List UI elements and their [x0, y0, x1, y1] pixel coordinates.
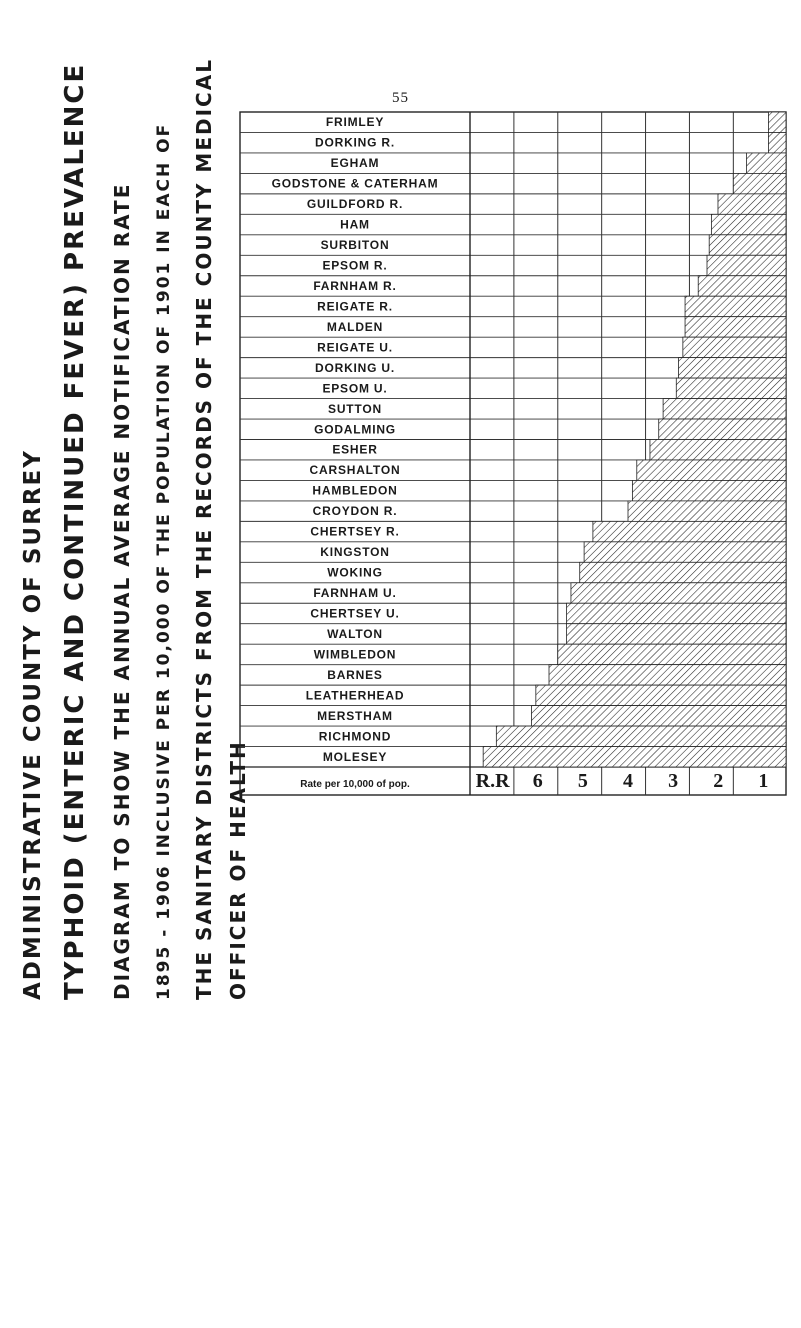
tick-label: 5: [577, 770, 588, 792]
tick-label: 1: [758, 770, 769, 792]
heading-line-1: ADMINISTRATIVE COUNTY OF SURREY: [20, 449, 46, 1000]
bar-surbiton: [709, 235, 786, 255]
bar-epsom-r-: [707, 255, 786, 275]
category-label: REIGATE R.: [317, 299, 393, 314]
bar-frimley: [768, 112, 786, 132]
category-label: CARSHALTON: [309, 463, 401, 478]
bar-godstone-caterham: [733, 173, 786, 193]
bar-walton: [567, 624, 786, 644]
category-label: MALDEN: [326, 319, 384, 334]
category-label: KINGSTON: [320, 545, 390, 560]
category-label: MOLESEY: [322, 749, 388, 764]
category-label: SURBITON: [320, 238, 390, 253]
tick-label: 6: [532, 770, 543, 792]
heading-line-2: TYPHOID (ENTERIC AND CONTINUED FEVER) PREVALENCE: [60, 62, 90, 1000]
category-label: ESHER: [332, 442, 378, 457]
category-label: WIMBLEDON: [313, 647, 397, 662]
category-label: FRIMLEY: [325, 115, 385, 130]
bar-richmond: [496, 726, 786, 746]
category-label: LEATHERHEAD: [305, 688, 405, 703]
bar-sutton: [663, 399, 786, 419]
category-label: SUTTON: [328, 401, 382, 416]
category-label: CHERTSEY R.: [310, 524, 400, 539]
bar-woking: [580, 562, 786, 582]
bar-wimbledon: [558, 644, 786, 664]
heading-line-4: 1895 - 1906 INCLUSIVE PER 10,000 OF THE POPULATION OF 1901 IN EACH OF: [154, 122, 174, 1000]
tick-label: R.R: [475, 770, 510, 792]
bar-esher: [650, 440, 786, 460]
category-label: DORKING U.: [315, 360, 395, 375]
bar-chertsey-r-: [593, 521, 786, 541]
bar-kingston: [584, 542, 786, 562]
bar-ham: [711, 214, 786, 234]
category-label: FARNHAM U.: [313, 586, 397, 601]
category-label: CHERTSEY U.: [310, 606, 400, 621]
category-label: BARNES: [327, 667, 383, 682]
category-label: WOKING: [327, 565, 383, 580]
category-label: HAM: [340, 217, 370, 232]
bar-reigate-r-: [685, 296, 786, 316]
bar-croydon-r-: [628, 501, 786, 521]
bar-molesey: [483, 747, 786, 767]
category-label: EGHAM: [330, 156, 380, 171]
category-label: RICHMOND: [318, 729, 392, 744]
category-label: WALTON: [327, 626, 383, 641]
tick-label: 4: [623, 770, 633, 792]
heading-line-5: THE SANITARY DISTRICTS FROM THE RECORDS OF THE COUNTY MEDICAL: [192, 58, 216, 1000]
bar-dorking-r-: [768, 132, 786, 152]
category-label: DORKING R.: [315, 135, 395, 150]
tick-label: 2: [713, 770, 724, 792]
bar-chertsey-u-: [567, 603, 786, 623]
tick-label: 3: [668, 770, 679, 792]
bar-reigate-u-: [683, 337, 786, 357]
bar-dorking-u-: [678, 358, 786, 378]
ticks-layer: [300, 770, 768, 792]
axis-header: Rate per 10,000 of pop.: [300, 779, 410, 790]
bar-egham: [747, 153, 787, 173]
bar-epsom-u-: [676, 378, 786, 398]
bar-merstham: [531, 706, 786, 726]
bar-guildford-r-: [718, 194, 786, 214]
bar-barnes: [549, 665, 786, 685]
bar-hambledon: [632, 480, 786, 500]
bar-farnham-u-: [571, 583, 786, 603]
category-label: GODSTONE & CATERHAM: [271, 176, 439, 191]
bar-carshalton: [637, 460, 786, 480]
category-label: EPSOM U.: [322, 381, 388, 396]
category-label: GUILDFORD R.: [306, 197, 404, 212]
category-label: MERSTHAM: [317, 708, 393, 723]
category-label: GODALMING: [314, 422, 396, 437]
bar-godalming: [659, 419, 786, 439]
page-number: 55: [392, 90, 409, 106]
heading-line-6: OFFICER OF HEALTH: [226, 740, 250, 1000]
category-label: FARNHAM R.: [313, 278, 397, 293]
bar-malden: [685, 317, 786, 337]
category-label: CROYDON R.: [312, 504, 398, 519]
bar-leatherhead: [536, 685, 786, 705]
category-label: HAMBLEDON: [312, 483, 398, 498]
category-label: EPSOM R.: [322, 258, 388, 273]
bar-farnham-r-: [698, 276, 786, 296]
category-label: REIGATE U.: [317, 340, 393, 355]
heading-line-3: DIAGRAM TO SHOW THE ANNUAL AVERAGE NOTIFICATION RATE: [110, 182, 134, 1000]
